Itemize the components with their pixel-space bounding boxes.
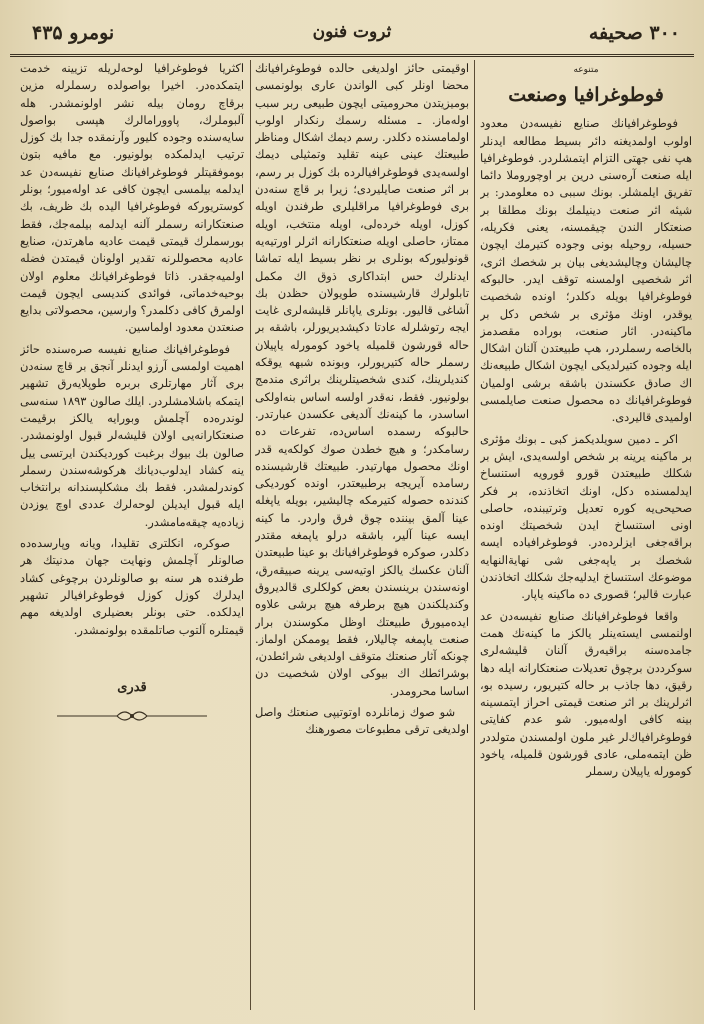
paragraph: اكر ـ دمین سویلدیكمز كبی ـ بونك مؤثری بر ماكینه یرینه بر شخص اولسه‌یدی، ایش بر شكلك طبیعتدن قورو قورویه استنساخ ایدلمسنده دكل، اونك اتخاذنده، بر فكر صحیحی‌یه كوره تعدیل وترتیبنده، حاصلی اونی استنساخ ایدن شخصیتك اونده براقه‌جغی ایزلرده‌در. فوطوغرافیاده ایسه شخصك بر یاپه‌جغی شی نهایة‌النهایه موضوعك استنساخ ایدلیه‌جك شكلك اتخاذندن عبارت قالیر؛ قصوری ده ماكینه یاپار. (480, 431, 692, 602)
paragraph: اوقیمتی حائز اولدیغی حالده فوطوغرافیانك محضا اونلر كبی الواندن عاری بولونمسی بومیزیتدن محرومیتی ایچون طبیعی ربر سبب اوله‌ماز. ـ مسئله رسمك رنكدار اولوب اولمامسنده دكلدر. رسم دیمك اشكال ومناظر طبیعتك عینی عینه تقلید وتمثیلی دیمك اولسه‌یدی فوطوغرافیالرده بك كوزل بر رسم، بر اثر صنعت صایلیردی؛ زیرا بر قاچ سنه‌دن بری فوطوغرافیا مراقلیلری طرفندن اویله كوزل، اویله خرده‌لی، اویله منتخب، اویله ممتاز، حاصلی اویله صنعتكارانه اثرلر اورتیه‌یه قونولیوركه بونلری بر نظر بسیط ایله تماشا ایدنلرك حس ابتداكاری ذوق اك مكمل تابلولرك قارشیسنده طویولان حظدن بك آشاغی قالیور. بونلری یاپانلر قلیشه‌لری غایت ایجه رتوشلرله عادتا دكیشدیریورلر، باشقه بر حاله قورشون قلمیله یاخود كومورله یاپیلان رسملر حاله كتیریورلر، وبونده شبهه یوقكه كندیلرینك، كندی شخصیتلرینك براثری مندمج بولونیور. فقط، نه‌قدر اولسه اساس بنه‌اولكی اساسدر، ما كینه‌نك آلدیغی عكسدن عبارتدر. حالبوكه رسمده اساس‌ده، تفرعات ده رسامكدر؛ و هیچ خطدن صوك كولكه‌یه قدر اونك محصول مهارتیدر. طبیعتك قارشیسنده رسامده آیریجه برطبیعتدر، اونده كوردیكی كندنده حصوله كتیرمكه چالیشیر، بویله یاپغله عینا آلمق بیننده چوق فرق واردر. ما كینه ایسه عینا آلیر، باشقه درلو یاپمغه مقتدر دكلدر، صوكره فوطوغرافیانك بو عینا طبیعتدن آلنان عكسك یالكز اوتیه‌سی یرینه صییقه‌رق، اونه‌سندن برینسندن بعض كولكلری قالدیروق وكندیلكندن هیچ برطرفه هیچ برشی علاوه ایده‌میورق طبیعتك اوظل مكوسندن برار صنعت یاپمغه چالیلار، فقط یوممكن اولماز. چونكه آثار صنعتك متوقف اولدیغی شرائطدن، بوشرائطك اك بیوكی اولان شخصیت دن اساسا محرومدر. (255, 61, 469, 698)
end-ornament (20, 706, 244, 726)
header-rule (10, 54, 694, 57)
column-divider (474, 60, 475, 1010)
column-middle (255, 60, 469, 1014)
paragraph: فوطوغرافیانك صنایع نفیسه‌دن معدود اولوب اولمدیغنه دائر بسیط مطالعه ایدنلر هپ نفی جهتی التزام ایتمشلردر. فوطوغرافیا ایله صنعت آره‌سنی درین بر اوچوروملا دائما تفریق ایلمشلر. بونك سببی ده معلومدر: بر شیئه اثر صنعت دینیلمك بونك مطلقا بر صنعتكار الندن چیقمسنه، یعنی فكریله، حسیله، روحیله بونی وجوده كتیرمك ایچون چالیشان وچالیشدیغی بیان بر شخصك اثری، اثر شخصیی اولمسنه توقف ایدر. حالبوكه فوطوغرافیا بویله دكلدر؛ اونده شخصیت یوقدر، اونك مؤثری بر شخص دكل بر ماكینه‌در. اثار صنعت، بوراده مقصدمز بالخاصه رسملردر، هپ طبیعتدن آلنان اشكال ایله وجوده كتیرلدیكی ایچون اشكال طبیعه‌نك اك صادق عكسندن باشقه برشی اولمیان فوطوغرافیانك ده محصول صنعت صایلمسی اولمیدی قالیردی. (480, 116, 692, 425)
page-header (10, 18, 694, 52)
column-left (20, 60, 244, 1014)
section-label: متنوعه (573, 65, 599, 75)
column-divider (250, 60, 251, 1010)
paragraph: صوكره، انكلتری تقلیدا، ویانه وپارسده‌ده صالونلر آچلمش ونهایت جهان مدنیتك هر طرفنده هر سنه بو صالونلردن برچوغی كشاد ایدلرك كوزل كوزل فوطوغرافیالر تشهیر ایدلكده. حتی بونلر بعضیلری اولدیغه مهم قیمتلره آلتوب صاتلمقده بولونمشدر. (20, 536, 244, 637)
ornament-icon (57, 706, 207, 726)
paragraph: فوطوغرافیانك صنایع نفیسه صره‌سنده حائز اهمیت اولمسی آرزو ایدنلر آنجق بر قاچ سنه‌دن بری آثار مهارتلری بربره طوپلایه‌رق تشهیر ایتمكه باشلامشلردر. ایلك صالون ۱۸۹۳ سنه‌سی لوندره‌ده آچلمش وبورایه یالكز برقیمت صنعتكارانه‌یی اولان قلیشه‌لر قبول اولونمشدر. صالون بك بیوك برغبت كوردیكندن ایرتسی ییل ینه كشاد ایدلوب‌دیانك هركوشه‌سندن رسملر كوندرلمشدر. فقط بك مشكلپسندانه برانتخاب ایله قبول ایدیلن لوحه‌لرك عددی اوچ یوزدن زیاده‌یه چیقه‌مامشدر. (20, 341, 244, 529)
column-right (480, 60, 692, 1014)
paragraph: اكثریا فوطوغرافیا لوحه‌لریله تزیینه خدمت ایتمكده‌در. اخیرا بواصولده رسملرله مزین برقاچ رومان بیله نشر اولونمشدر. هله آلبوملرك، پاوورامالرك هپسی بواصول سایه‌سنده وجوده كلیور وآرنمقده جدا بك كوزل ترتیب ایدلمكده بولونیور. مع مافیه بتون بوموفقیتلر فوطوغرافیانك صنایع نفیسه‌دن عد ایدلمه بیلمسی ایچون كافی عد اوله‌میور؛ بونلر كوستریوركه فوطوغرافیا الیده بك ظریف، بك صنعتكارانه رسملر آلنه ایدلمه بیلمه‌جك، فقط بورسملرك قیمتی قیمت عادیه ماهرتدن، صنایع عادیه محصوللرنه تقدیر اولونان قیمتدن فضله اولمیه‌جقدر. ذاتا فوطوغرافیانك معلوم اولان بوحیه‌خدماتی، فوائدی كندیسی ایچون قیمت اولمرق كافی دكلمدر؟ وارسین، محصولاتی بدایع صنعتدن معدود اولماسین. (20, 61, 244, 335)
article-title: فوطوغرافیا وصنعت (508, 84, 664, 107)
page-number: ۳۰۰ صحیفه (588, 22, 680, 44)
issue-number: نومرو ۴۳۵ (32, 22, 115, 44)
paragraph: واقعا فوطوغرافیانك صنایع نفیسه‌دن عد اولنمسی ایسته‌ینلر یالكز ما كینه‌نك همت جامده‌سنه براقیه‌رق آلنان قلیشه‌لری سوكرددن برچوق تعدیلات صنعتكارانه ایله دها رقیق، دها جاذب بر حاله كتیریور، رسیده بو، اثرلرینك بر اثر صنعت قیمتی احراز ایتمسینه بینه كافی اوله‌میور. شو عدم كفایتی فوطوغرافیاك‌لر غیر ملون اولمسندن متولددر ظن ایتمه‌ملی، عادی قورشون قلمیله، یاخود كومورله یاپیلان رسملر (480, 608, 692, 779)
paragraph: شو صوك زمانلرده اوتوتیپی صنعتك واصل اولدیغی ترقی مطبوعات مصورهنك (255, 704, 469, 737)
author-signature: قدری (117, 679, 147, 695)
journal-title: ثروت فنون (312, 22, 392, 42)
